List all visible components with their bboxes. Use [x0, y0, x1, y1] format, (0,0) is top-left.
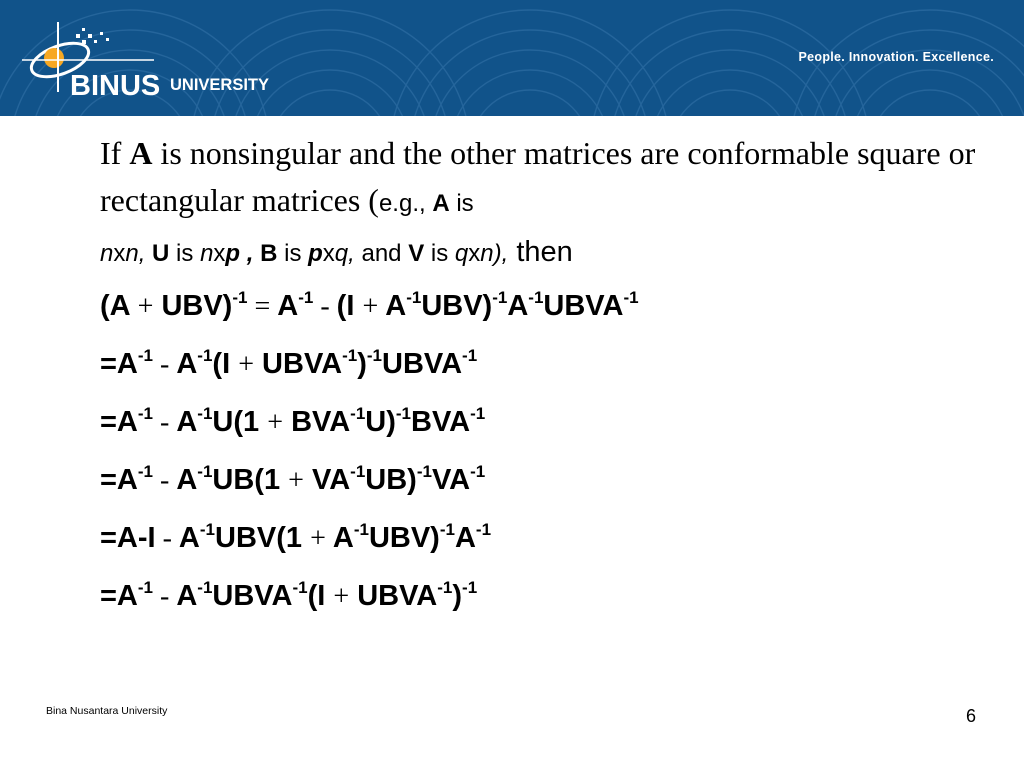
- equation-line-6: $=A^{-1}$ - $A^{-1}UBVA^{-1}(I$ + $UBVA^{-1})^{-1}$: [100, 578, 478, 612]
- tagline: People. Innovation. Excellence.: [798, 50, 994, 64]
- footer-institution: Bina Nusantara University: [46, 705, 168, 717]
- equation-line-4: $=A^{-1} - A^{-1}UB(1 + VA^{-1}UB)^{-1}VA^{-1}$: [100, 462, 486, 496]
- equation-line-1: $(A + UBV)^{-1} = A^{-1} - (I$ + $A^{-1}UBV)^{-1}A^{-1}UBVA^{-1}$: [100, 288, 639, 322]
- logo-brand: BINUS: [70, 70, 161, 100]
- intro-paragraph: If A is nonsingular and the other matrices are conformable square or rectangular matrices (e.g., A is nxn, U is nxp , B is pxq, and V is qxn), then: [100, 135, 976, 268]
- equation-line-5: $=A-I - A^{-1}UBV(1 + A^{-1}UBV)^{-1}A^{-1}$: [100, 520, 492, 554]
- page-number: 6: [965, 706, 976, 726]
- header-band: [0, 0, 1024, 116]
- equation-line-2: $=A^{-1} - A^{-1}(I$ + $UBVA^{-1})^{-1}UBVA^{-1}$: [100, 346, 478, 380]
- slide-body: [100, 130, 1000, 625]
- equation-line-3: $=A^{-1} - A^{-1}U(1 + BVA^{-1}U)^{-1}BVA^{-1}$: [100, 404, 486, 438]
- logo-suffix: UNIVERSITY: [170, 76, 270, 94]
- binus-logo: [18, 20, 308, 100]
